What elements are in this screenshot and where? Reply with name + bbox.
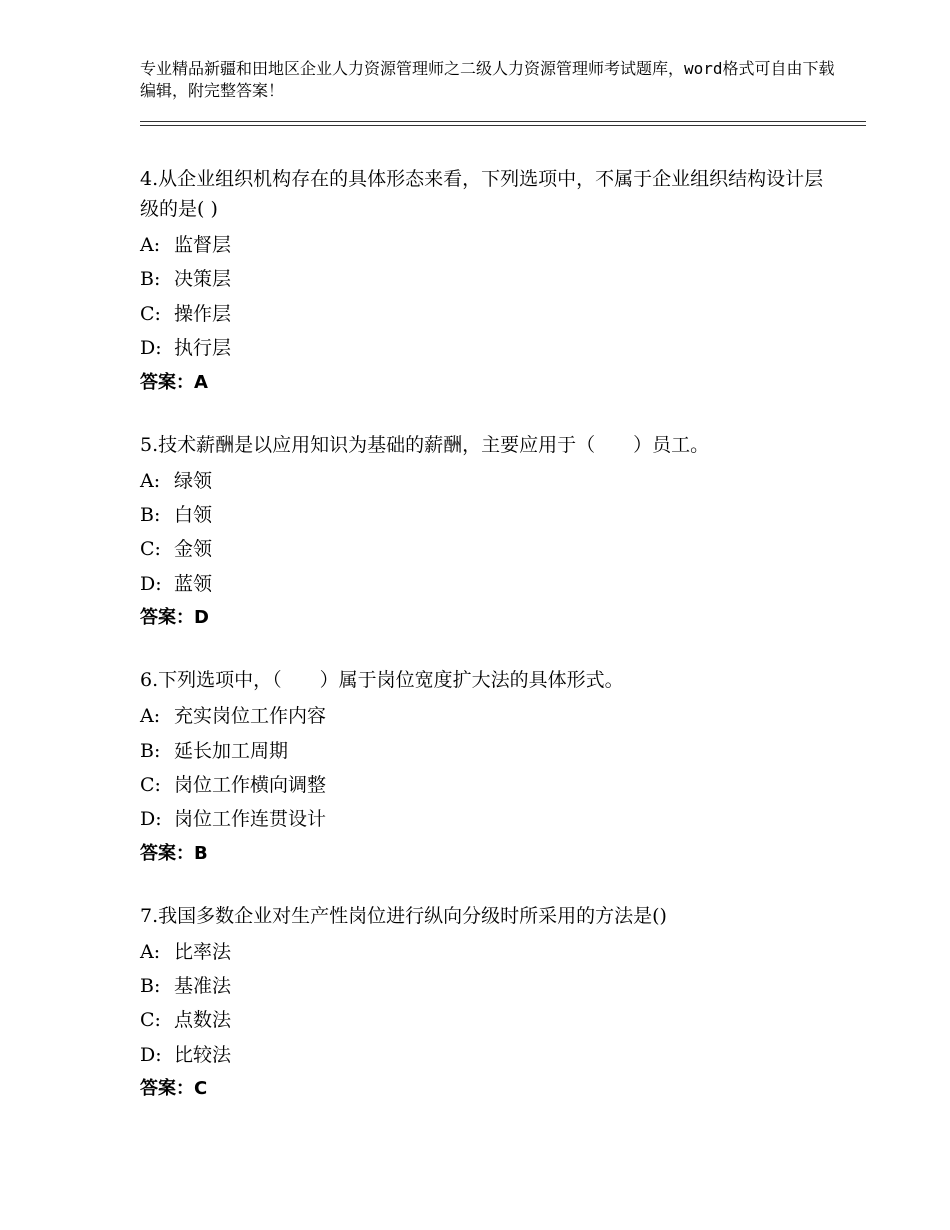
option-d [140, 567, 840, 601]
answer-value: A [194, 371, 208, 393]
option-text: 比率法 [174, 940, 232, 963]
question-stem: 7.我国多数企业对生产性岗位进行纵向分级时所采用的方法是() [140, 904, 667, 927]
question-7 [140, 901, 840, 1107]
option-c [140, 532, 840, 566]
option-letter: B: [140, 975, 161, 998]
option-text: 监督层 [174, 234, 232, 256]
option-b [140, 498, 840, 532]
option-letter: A: [140, 940, 161, 963]
answer-value: D [194, 607, 209, 629]
option-a [140, 699, 840, 733]
option-letter: B: [140, 268, 161, 291]
option-letter: C: [140, 773, 161, 796]
answer-line [140, 837, 840, 871]
option-text: 比较法 [174, 1043, 232, 1066]
option-text: 执行层 [174, 337, 232, 360]
option-letter: B: [140, 503, 161, 526]
option-d [140, 802, 840, 836]
question-stem: 6.下列选项中，（ ）属于岗位宽度扩大法的具体形式。 [140, 669, 624, 692]
answer-line [140, 1072, 840, 1106]
option-d [140, 331, 840, 365]
option-c [140, 768, 840, 802]
option-text: 点数法 [174, 1009, 232, 1032]
answer-line [140, 366, 840, 400]
option-letter: D: [140, 1043, 162, 1066]
option-letter: D: [140, 808, 162, 831]
option-d [140, 1038, 840, 1072]
option-b [140, 734, 840, 768]
header-divider-bottom [140, 125, 866, 126]
option-text: 操作层 [174, 302, 232, 325]
header-divider-top [140, 121, 866, 122]
option-a [140, 228, 840, 262]
option-b [140, 969, 840, 1003]
answer-value: B [194, 842, 208, 864]
option-b [140, 262, 840, 296]
question-5 [140, 430, 840, 636]
option-letter: C: [140, 1009, 161, 1032]
option-letter: A: [140, 234, 161, 256]
option-letter: B: [140, 739, 161, 762]
question-4 [140, 164, 840, 400]
option-c [140, 1003, 840, 1037]
option-text: 延长加工周期 [174, 739, 289, 762]
option-letter: C: [140, 538, 161, 561]
option-a [140, 935, 840, 969]
option-text: 白领 [174, 503, 213, 526]
answer-label: 答案： [140, 371, 194, 393]
option-text: 充实岗位工作内容 [174, 705, 327, 728]
option-text: 决策层 [174, 268, 232, 291]
option-letter: D: [140, 572, 162, 595]
question-stem: 5.技术薪酬是以应用知识为基础的薪酬，主要应用于（ ）员工。 [140, 433, 710, 456]
answer-line [140, 601, 840, 635]
answer-value: C [194, 1078, 208, 1100]
option-text: 岗位工作横向调整 [174, 773, 327, 796]
answer-label: 答案： [140, 842, 194, 864]
document-header [140, 58, 840, 102]
header-text: 专业精品新疆和田地区企业人力资源管理师之二级人力资源管理师考试题库，word格式可自由下载编辑，附完整答案！ [140, 59, 835, 100]
option-text: 金领 [174, 538, 213, 561]
option-text: 基准法 [174, 975, 232, 998]
option-letter: A: [140, 705, 161, 728]
answer-label: 答案： [140, 1078, 194, 1100]
option-a [140, 464, 840, 498]
option-text: 绿领 [174, 469, 213, 492]
option-letter: C: [140, 302, 161, 325]
question-6 [140, 665, 840, 871]
option-text: 蓝领 [174, 572, 213, 595]
option-letter: D: [140, 337, 162, 360]
option-letter: A: [140, 469, 161, 492]
question-stem: 4.从企业组织机构存在的具体形态来看，下列选项中，不属于企业组织结构设计层级的是( ) [140, 168, 824, 220]
option-c [140, 297, 840, 331]
question-list [140, 164, 840, 1136]
option-text: 岗位工作连贯设计 [174, 808, 327, 831]
answer-label: 答案： [140, 607, 194, 629]
